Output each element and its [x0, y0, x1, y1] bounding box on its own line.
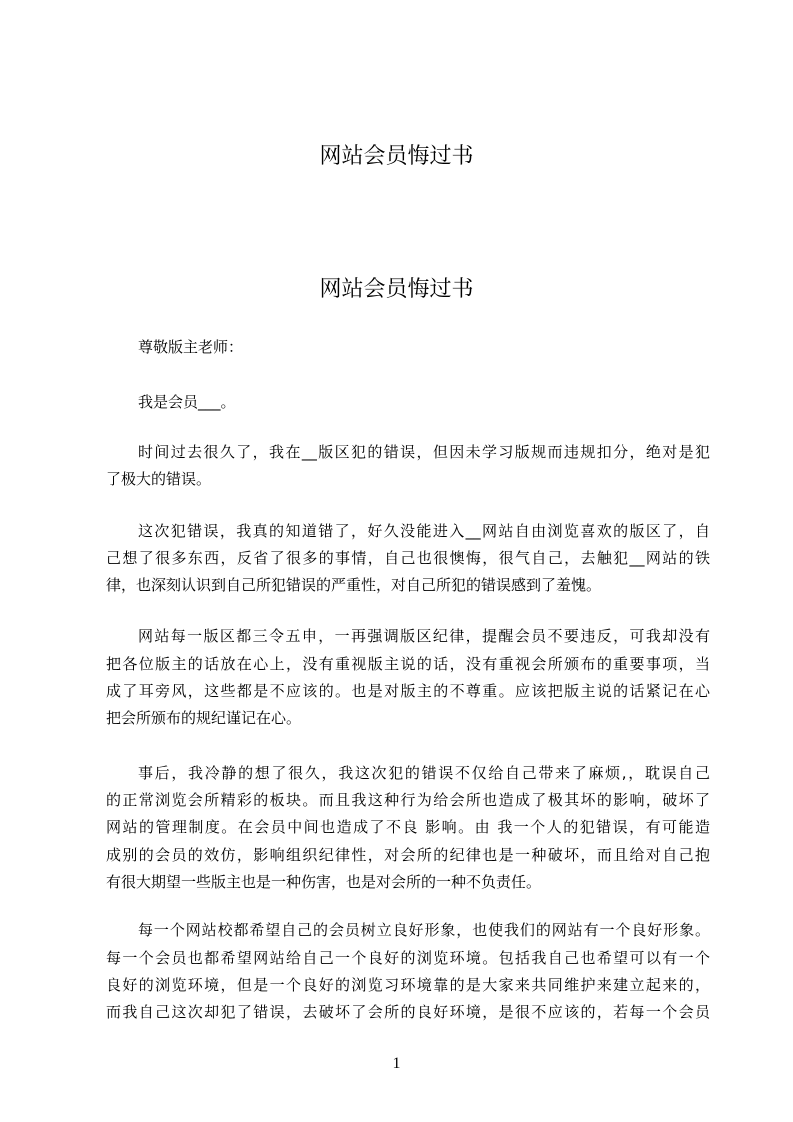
paragraph-4-line: 网站的管理制度。在会员中间也造成了不良 影响。由 我一个人的犯错误，有可能造 [106, 818, 710, 836]
paragraph-3-line: 把会所颁布的规纪谨记在心。 [106, 709, 302, 727]
paragraph-4-line: 有很大期望一些版主也是一种伤害，也是对会所的一种不负责任。 [106, 873, 542, 891]
page-number: 1 [392, 1055, 401, 1072]
paragraph-4-line: 事后，我冷静的想了很久，我这次犯的错误不仅给自己带来了麻烦,，耽误自己 [138, 764, 710, 782]
intro-line: 我是会员___。 [138, 393, 236, 411]
document-title: 网站会员悔过书 [319, 277, 474, 302]
paragraph-5-line: 每一个会员也都希望网站给自己一个良好的浏览环境。包括我自己也希望可以有一个 [106, 949, 710, 967]
paragraph-4-line: 的正常浏览会所精彩的板块。而且我这种行为给会所也造成了极其坏的影响，破坏了 [106, 791, 710, 809]
paragraph-5-line: 而我自己这次却犯了错误，去破坏了会所的良好环境，是很不应该的，若每一个会员 [106, 1003, 710, 1021]
paragraph-2-line: 己想了很多东西，反省了很多的事情，自己也很懊悔，很气自己，去触犯__网站的铁 [106, 549, 710, 567]
paragraph-3-line: 把各位版主的话放在心上，没有重视版主说的话，没有重视会所颁布的重要事项，当 [106, 655, 710, 673]
paragraph-3-line: 网站每一版区都三令五申，一再强调版区纪律，提醒会员不要违反，可我却没有 [138, 627, 710, 645]
paragraph-1-line: 时间过去很久了，我在__版区犯的错误，但因未学习版规而违规扣分，绝对是犯 [138, 443, 710, 461]
paragraph-2-line: 律，也深刻认识到自己所犯错误的严重性，对自己所犯的错误感到了羞愧。 [106, 576, 602, 594]
header-title: 网站会员悔过书 [319, 144, 474, 169]
paragraph-2-line: 这次犯错误，我真的知道错了，好久没能进入__网站自由浏览喜欢的版区了，自 [138, 522, 710, 540]
paragraph-5-line: 良好的浏览环境，但是一个良好的浏览习环境靠的是大家来共同维护来建立起来的， [106, 976, 710, 994]
paragraph-5-line: 每一个网站校都希望自己的会员树立良好形象，也使我们的网站有一个良好形象。 [138, 921, 710, 939]
paragraph-3-line: 成了耳旁风，这些都是不应该的。也是对版主的不尊重。应该把版主说的话紧记在心 [106, 682, 710, 700]
salutation: 尊敬版主老师： [138, 338, 244, 356]
paragraph-1-line: 了极大的错误。 [106, 470, 212, 488]
paragraph-4-line: 成别的会员的效仿，影响组织纪律性，对会所的纪律也是一种破坏，而且给对自己抱 [106, 846, 710, 864]
